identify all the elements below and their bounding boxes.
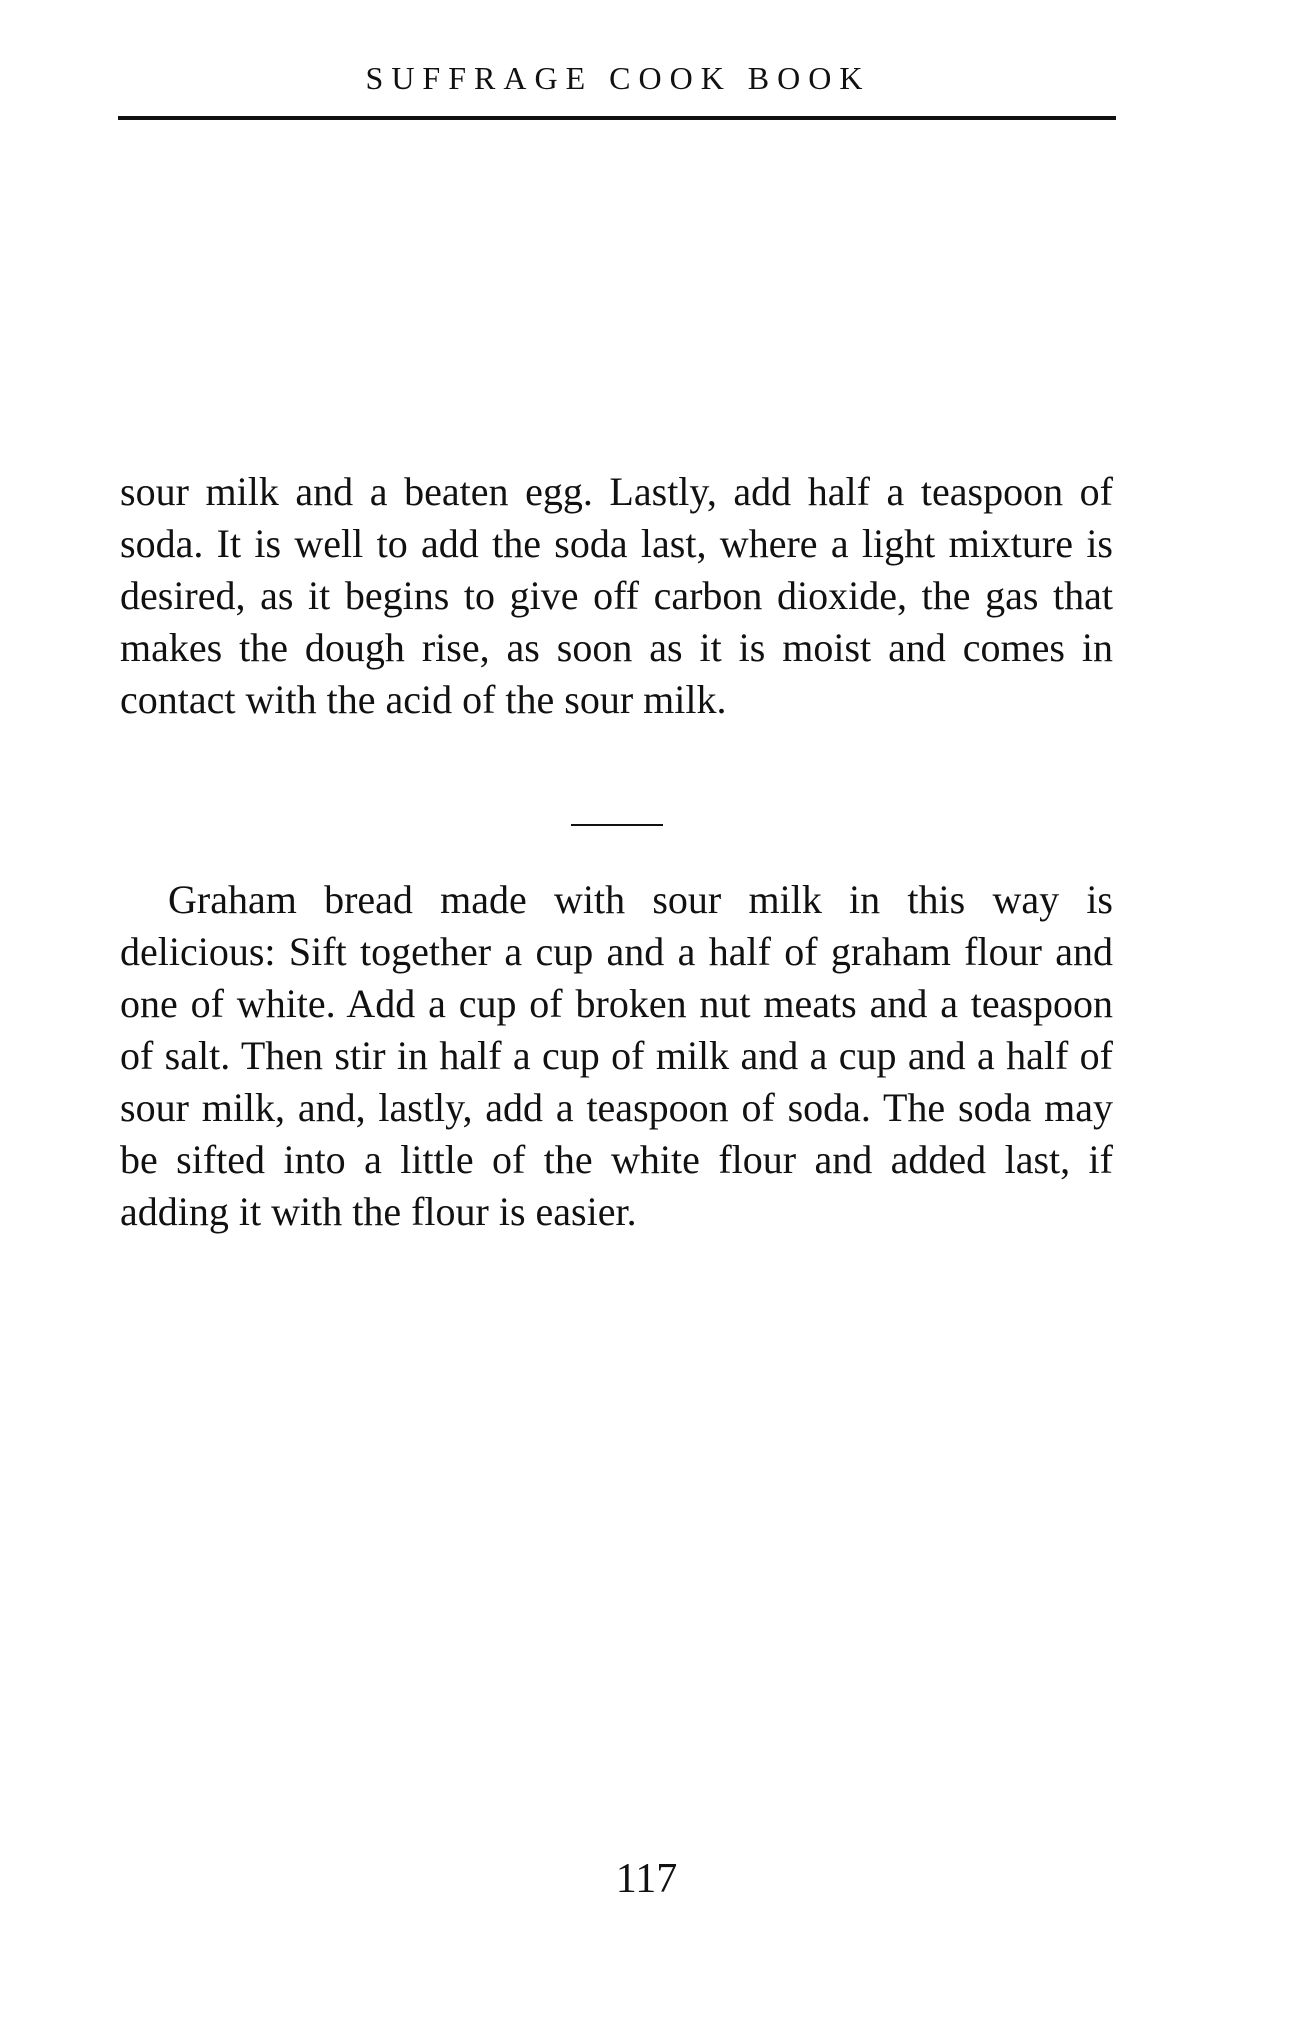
page-number: 117 — [615, 1856, 678, 1902]
running-head-title: SUFFRAGE COOK BOOK — [365, 60, 871, 96]
body-paragraph: sour milk and a beaten egg. Lastly, add half a teaspoon of soda. It is well to add the soda last, where a light mixture is desired, as it begins to give off carbon dioxide, the gas that makes the dough rise, as soon as it is moist and comes in contact with the acid of the sour milk. — [120, 469, 1113, 722]
section-break-rule — [571, 824, 663, 826]
header-rule — [118, 116, 1116, 120]
body-paragraph: Graham bread made with sour milk in this way is delicious: Sift together a cup and a half of graham flour and one of white. Add a cup of broken nut meats and a teaspoon of salt. Then stir in half a cup of milk and a cup and a half of sour milk, and, lastly, add a teaspoon of soda. The soda may be sifted into a little of the white flour and added last, if adding it with the flour is easier. — [120, 877, 1113, 1234]
